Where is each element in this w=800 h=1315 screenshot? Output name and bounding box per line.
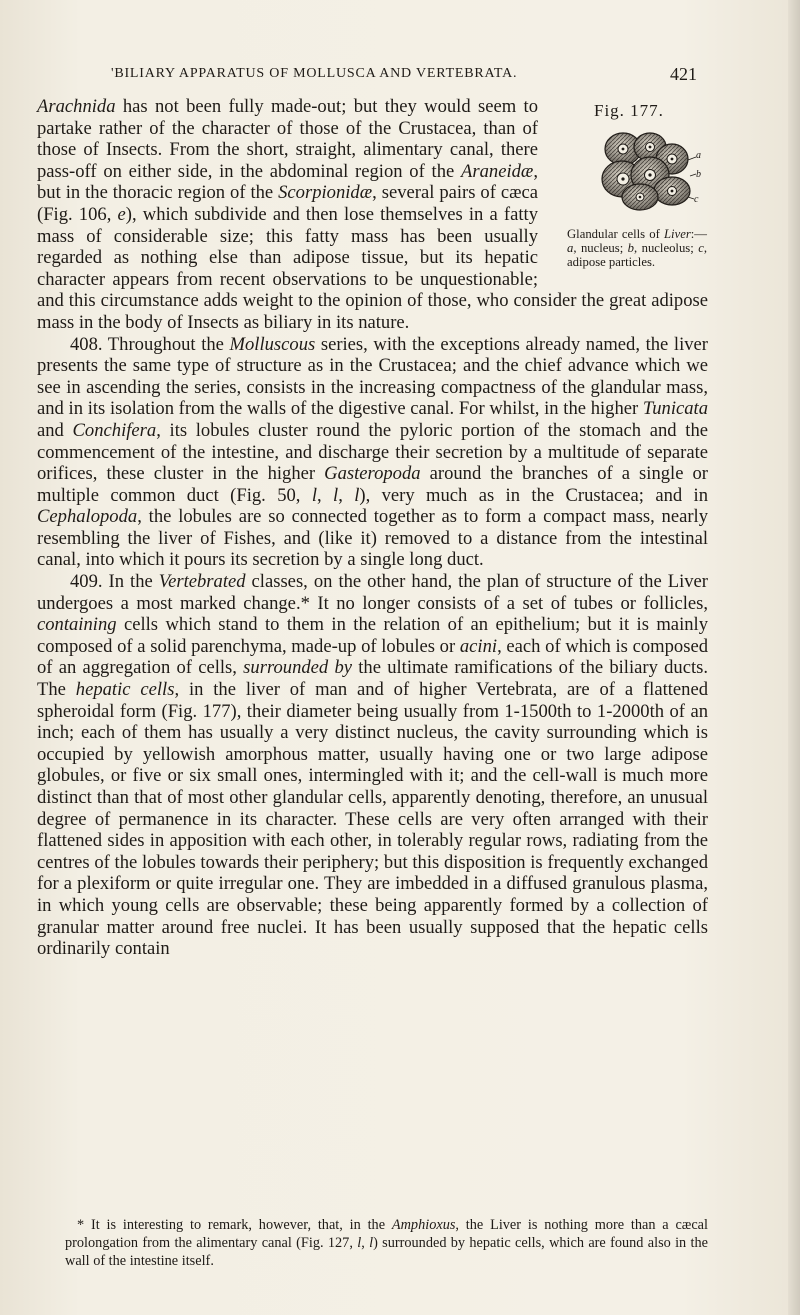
caption-text-run: :—: [690, 227, 707, 241]
paragraph-text-run: series, with the exceptions already named, the liver presents the same type of structure as in the Crustacea; and the chief advance which we see in ascending the series, consists in the increasing compactness of the glandular mass, and in its isolation from the walls of the digestive canal. For whilst, in the higher: [37, 333, 708, 420]
paragraph-text-run: e: [117, 203, 126, 225]
paragraph-text-run: , its lobules cluster round the pyloric portion of the stomach and the commencement of the intestine, and discharge their secretion by a multitude of separate orifices, these cluster in the higher: [37, 419, 708, 485]
footnote-text-run: , the Liver is nothing more than a cæcal prolongation from the alimentary canal (Fig. 127,: [65, 1217, 709, 1251]
footnote-text-run: * It is interesting to remark, however, that, in the: [77, 1217, 392, 1233]
paragraph-text-run: Conchifera: [72, 419, 157, 441]
footnote-text-run: ,: [361, 1235, 370, 1251]
paragraph-text-run: ), very much as in the Crustacea; and in: [359, 484, 709, 506]
paragraph-text-run: Tunicata: [642, 398, 708, 420]
caption-text-run: b: [627, 241, 634, 255]
paragraph-text-run: Araneidæ: [461, 160, 534, 182]
footnote-text-run: ) surrounded by hepatic cells, which are found also in the wall of the intestine itself.: [65, 1235, 708, 1269]
paragraph-text-run: and: [37, 419, 73, 441]
caption-text-run: c: [698, 241, 704, 255]
footnote: [65, 1216, 708, 1270]
paragraph-text-run: ,: [338, 484, 355, 506]
paragraph-text-run: 408. Throughout the: [70, 333, 230, 355]
page-edge-shadow: [788, 0, 800, 1315]
paragraph-text-run: Vertebrated: [158, 571, 246, 593]
paragraph-text-run: surrounded by: [243, 657, 353, 679]
paragraph-text-run: around the branches of a single or multiple common duct (Fig. 50,: [37, 463, 708, 506]
paragraph-text-run: ), which subdivide and then lose themselves in a fatty mass of considerable size; this fatty mass has been usually regarded as nothing else than adipose tissue, but its hepatic character appears from recent observations to be unquestionable; and this circumstance adds weight to the opinion of those, who consider the great adipose mass in the body of Insects as biliary in its nature.: [37, 203, 708, 333]
main-text: [37, 96, 708, 1226]
caption-text-run: a: [567, 241, 574, 255]
paragraph-text-run: the ultimate ramifications of the biliary ducts. The: [37, 657, 709, 701]
caption-text-run: , nucleolus;: [634, 241, 699, 255]
paragraph-text-run: l: [333, 484, 339, 506]
page-number: 421: [670, 64, 697, 84]
footnote-text-run: Amphioxus: [391, 1217, 456, 1233]
paragraph-text-run: Molluscous: [229, 333, 316, 355]
paragraph-text-run: l: [354, 484, 360, 506]
footnote-text-run: l: [357, 1235, 362, 1251]
paragraph-text-run: ,: [316, 484, 334, 506]
caption-text-run: , nucleus;: [573, 241, 628, 255]
paragraph-text-run: , the lobules are so connected together as to form a compact mass, nearly resembling the liver of Fishes, and (like it) removed to a distance from the intestinal canal, into which it pours its secretion by a single long duct.: [37, 506, 708, 571]
footnote-text-run: l: [369, 1235, 374, 1251]
paragraph-text-run: cells which stand to them in the relation of an epithelium; but it is mainly composed of a solid parenchyma, made-up of lobules or: [37, 614, 708, 657]
figure-label-c: c: [694, 194, 699, 205]
paragraph-text-run: l: [311, 484, 317, 506]
figure-label: Fig. 177.: [594, 101, 664, 120]
chapter-heading: 'BILIARY APPARATUS OF MOLLUSCA AND VERTEBRATA.: [111, 66, 518, 81]
caption-text-run: Glandular cells of: [567, 227, 664, 241]
paragraph-text-run: hepatic cells: [75, 679, 175, 701]
paragraph-text-run: Scorpionidæ: [278, 182, 373, 204]
paragraph-text-run: , each of which is composed of an aggregation of cells,: [37, 635, 709, 679]
paragraph-text-run: 409. In the: [70, 571, 159, 593]
paragraph-text-run: Cephalopoda: [37, 506, 138, 528]
paragraph-text-run: classes, on the other hand, the plan of structure of the Liver undergoes a most marked change.* It no longer consists of a set of tubes or follicles,: [37, 571, 708, 614]
paragraph-text-run: acini: [459, 635, 498, 657]
caption-text-run: Liver: [663, 227, 691, 241]
footnote-text: [65, 1216, 708, 1270]
paragraph-text-run: , several pairs of cæca (Fig. 106,: [37, 182, 539, 225]
paragraph-text-run: Arachnida: [37, 96, 116, 117]
figure-177: [552, 100, 708, 276]
hepatic-cells-illustration: [592, 129, 704, 213]
paragraph-text-run: has not been fully made-out; but they would seem to partake rather of the character of those of the Crustacea, than of those of Insects. From the short, straight, alimentary canal, there pass-off on either side, in the abdominal region of the: [37, 96, 538, 182]
paragraph-text-run: , in the liver of man and of higher Vertebrata, are of a flattened spheroidal form (Fig. 177), their diameter being usually from 1-1500th to 1-2000th of an inch; each of them has usually a very distinct nucleus, the cavity surrounding which is occupied by yellowish amorphous matter, usually having one or two large adipose globules, or five or six small ones, intermingled with it; and the cell-wall is much more distinct than that of most other glandular cells, apparently denoting, therefore, an unusual degree of permanence in its character. These cells are very often arranged with their flattened sides in apposition with each other, in tolerably regular rows, radiating from the centres of the lobules towards their periphery; but this disposition is frequently exchanged for a plexiform or quite irregular one. They are imbedded in a diffused granulous plasma, in which young cells are observable; these being apparently formed by a collection of granular matter around free nuclei. It has been usually supposed that the hepatic cells ordinarily contain: [37, 679, 708, 960]
figure-caption: [567, 227, 707, 269]
paragraph-text-run: , but in the thoracic region of the: [37, 160, 538, 204]
paragraph-409: [37, 571, 708, 960]
caption-text-run: , adipose particles.: [567, 241, 707, 269]
running-header: [111, 66, 697, 88]
figure-label-a: a: [696, 150, 701, 161]
paragraph-408: [37, 334, 708, 572]
figure-label-b: b: [696, 169, 701, 180]
paragraph-text-run: Gasteropoda: [324, 463, 421, 485]
paragraph-text-run: containing: [37, 614, 117, 636]
